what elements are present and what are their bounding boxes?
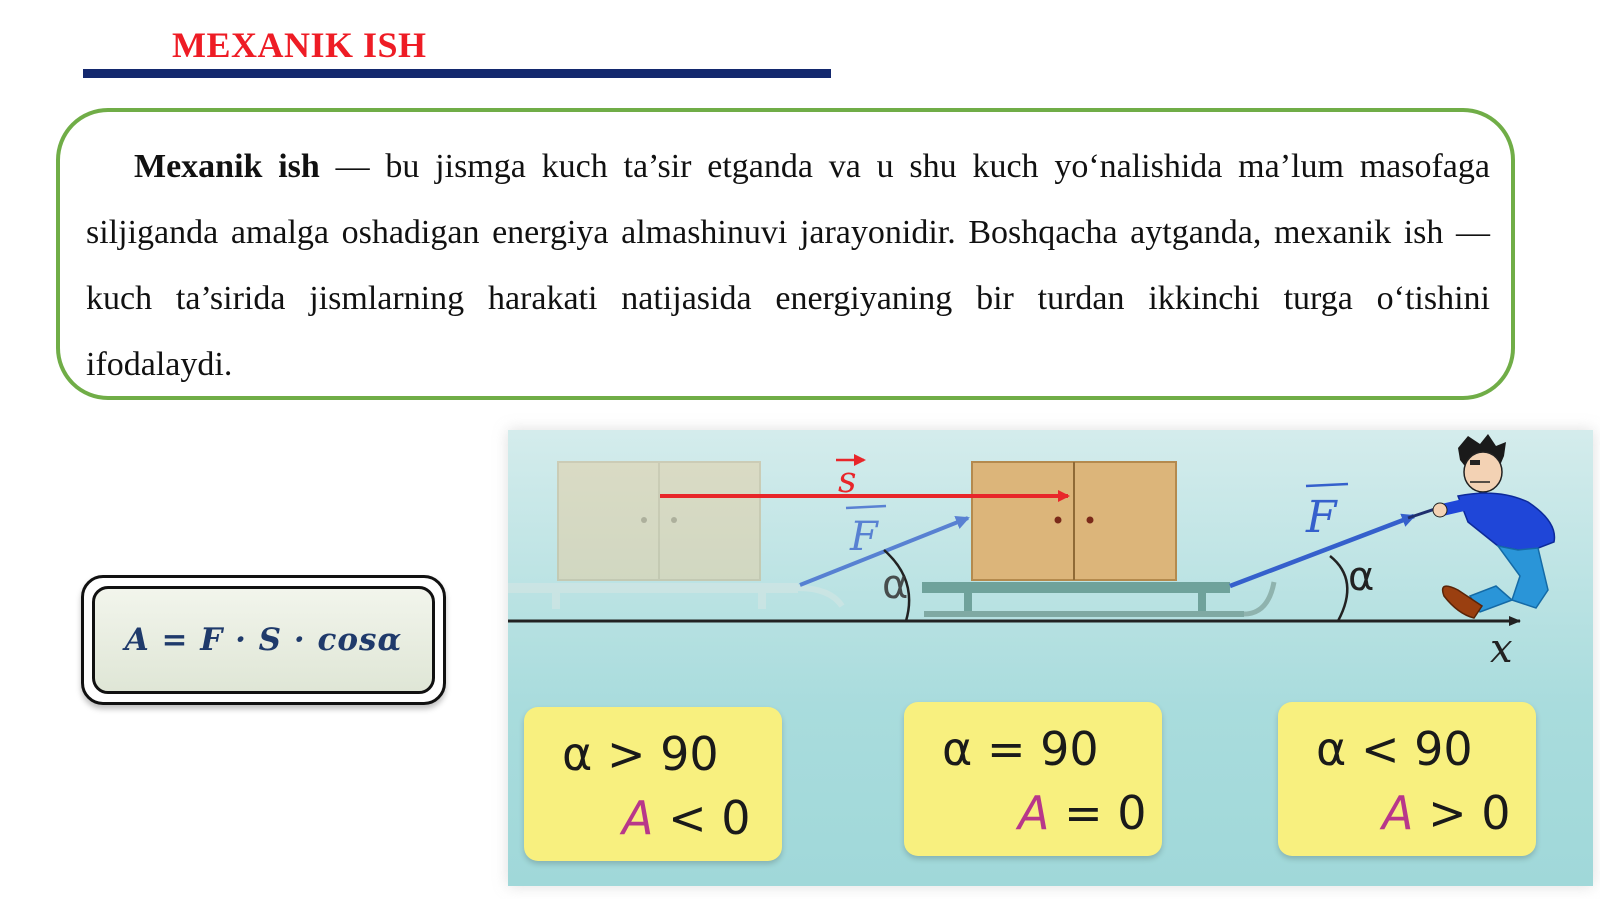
formula-inner-frame: [92, 586, 435, 694]
cabinet: [972, 462, 1176, 580]
condition-alpha: α > 90: [562, 727, 719, 781]
work-sign: = 0: [1064, 786, 1147, 840]
title-underline: [83, 69, 831, 78]
work-sign: < 0: [668, 791, 751, 845]
definition-box: [56, 108, 1515, 400]
condition-work: [622, 791, 751, 845]
formula-box: [81, 575, 446, 705]
condition-work: [1382, 786, 1511, 840]
angle-arc: [1330, 556, 1347, 621]
ghost-angle-label: α: [882, 562, 909, 608]
condition-box-obtuse: [524, 707, 782, 861]
ghost-cabinet: [558, 462, 760, 580]
work-sign: > 0: [1428, 786, 1511, 840]
slide-title: MEXANIK ISH: [172, 25, 427, 65]
condition-box-right: [904, 702, 1162, 856]
sled: [922, 582, 1274, 617]
work-diagram: [508, 430, 1593, 886]
axis-x-label: x: [1490, 626, 1513, 672]
displacement-label: s: [838, 460, 857, 501]
force-label: F: [1306, 492, 1337, 543]
condition-box-acute: [1278, 702, 1536, 856]
condition-work: [1018, 786, 1147, 840]
definition-term: Mexanik ish: [134, 148, 320, 185]
condition-alpha: α = 90: [942, 722, 1099, 776]
work-formula: A = F · S · cosα: [124, 622, 403, 658]
ghost-force-label: F: [850, 514, 878, 560]
work-symbol: A: [1018, 786, 1050, 840]
work-symbol: A: [622, 791, 654, 845]
person-figure: [1433, 434, 1554, 618]
work-symbol: A: [1382, 786, 1414, 840]
angle-label: α: [1348, 554, 1375, 600]
force-vector-bar: [1306, 484, 1348, 486]
ghost-force-vector-bar: [846, 506, 886, 508]
definition-body: — bu jismga kuch ta’sir etganda va u shu kuch yo‘nalishida ma’lum masofaga siljiganda amalga oshadigan energiya almashinuvi jarayonidir. Boshqacha aytganda, mexanik ish — kuch ta’sirida jismlarning harakati natijasida energiyaning bir turdan ikkinchi turga o‘tishini ifodalaydi.: [86, 148, 1490, 383]
ghost-sled: [508, 583, 842, 609]
condition-alpha: α < 90: [1316, 722, 1473, 776]
definition-text: [86, 134, 1490, 398]
